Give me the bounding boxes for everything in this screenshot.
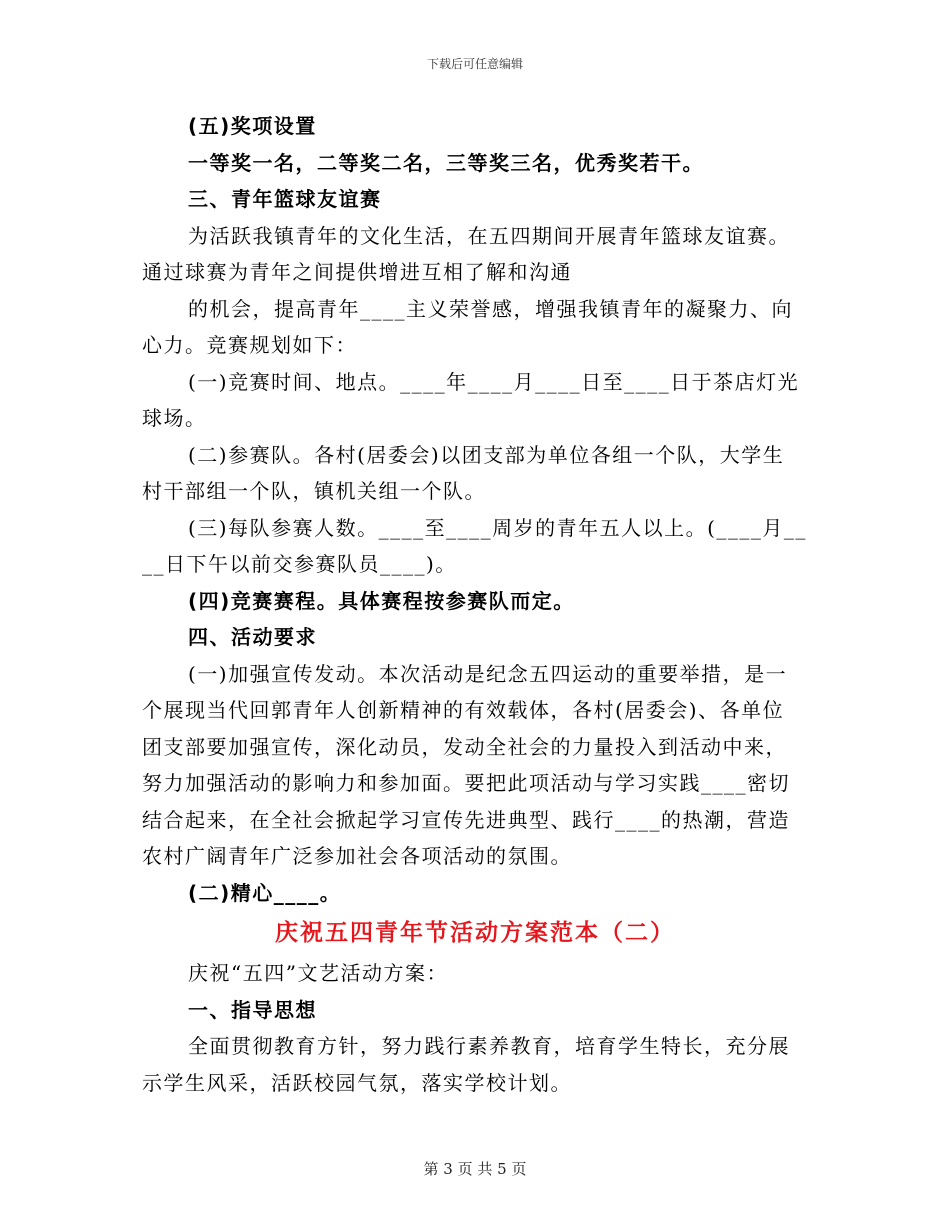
document-body — [142, 108, 808, 1101]
page-header: 下载后可任意编辑 — [426, 57, 523, 71]
paragraph-line: 心力。竞赛规划如下： — [142, 333, 357, 357]
schedule-heading: (四)竞赛赛程。具体赛程按参赛队而定。 — [188, 588, 575, 613]
paragraph-line: 努力加强活动的影响力和参加面。要把此项活动与学习实践____密切 — [142, 771, 790, 795]
paragraph-line: 的机会，提高青年____主义荣誉感，增强我镇青年的凝聚力、向 — [188, 296, 793, 321]
paragraph-line: 村干部组一个队，镇机关组一个队。 — [142, 479, 486, 503]
document-title: 庆祝五四青年节活动方案范本（二） — [275, 920, 675, 946]
paragraph-line: 为活跃我镇青年的文化生活，在五四期间开展青年篮球友谊赛。 — [188, 223, 790, 248]
paragraph-line: 结合起来，在全社会掀起学习宣传先进典型、践行____的热潮，营造 — [142, 807, 790, 832]
paragraph-line: 示学生风采，活跃校园气氛，落实学校计划。 — [142, 1070, 572, 1095]
paragraph-line: (二)参赛队。各村(居委会)以团支部为单位各组一个队，大学生 — [188, 442, 785, 467]
paragraph-line: 庆祝“五四”文艺活动方案： — [188, 961, 448, 985]
section-heading-guiding: 一、指导思想 — [188, 997, 317, 1022]
award-heading: (五)奖项设置 — [188, 114, 317, 138]
paragraph-line: 团支部要加强宣传，深化动员，发动全社会的力量投入到活动中来， — [142, 734, 787, 759]
award-list: 一等奖一名，二等奖二名，三等奖三名，优秀奖若干。 — [188, 150, 704, 175]
paragraph-line: __日下午以前交参赛队员____)。 — [142, 552, 457, 576]
section-heading-requirements: 四、活动要求 — [188, 625, 317, 649]
paragraph-line: 农村广阔青年广泛参加社会各项活动的氛围。 — [142, 844, 572, 868]
page-footer: 第 3 页 共 5 页 — [423, 1160, 527, 1178]
paragraph-line: 全面贯彻教育方针，努力践行素养教育，培育学生特长，充分展 — [188, 1034, 790, 1058]
paragraph-line: 个展现当代回郭青年人创新精神的有效载体，各村(居委会)、各单位 — [142, 698, 785, 722]
paragraph-line: (三)每队参赛人数。____至____周岁的青年五人以上。(____月__ — [188, 515, 807, 540]
section-heading-basketball: 三、青年篮球友谊赛 — [188, 187, 382, 211]
paragraph-line: (一)竞赛时间、地点。____年____月____日至____日于茶店灯光 — [188, 369, 800, 394]
paragraph-line: (一)加强宣传发动。本次活动是纪念五四运动的重要举措，是一 — [188, 661, 788, 686]
subheading-careful: (二)精心____。 — [188, 880, 342, 905]
paragraph-line: 通过球赛为青年之间提供增进互相了解和沟通 — [142, 260, 572, 284]
paragraph-line: 球场。 — [142, 406, 207, 430]
